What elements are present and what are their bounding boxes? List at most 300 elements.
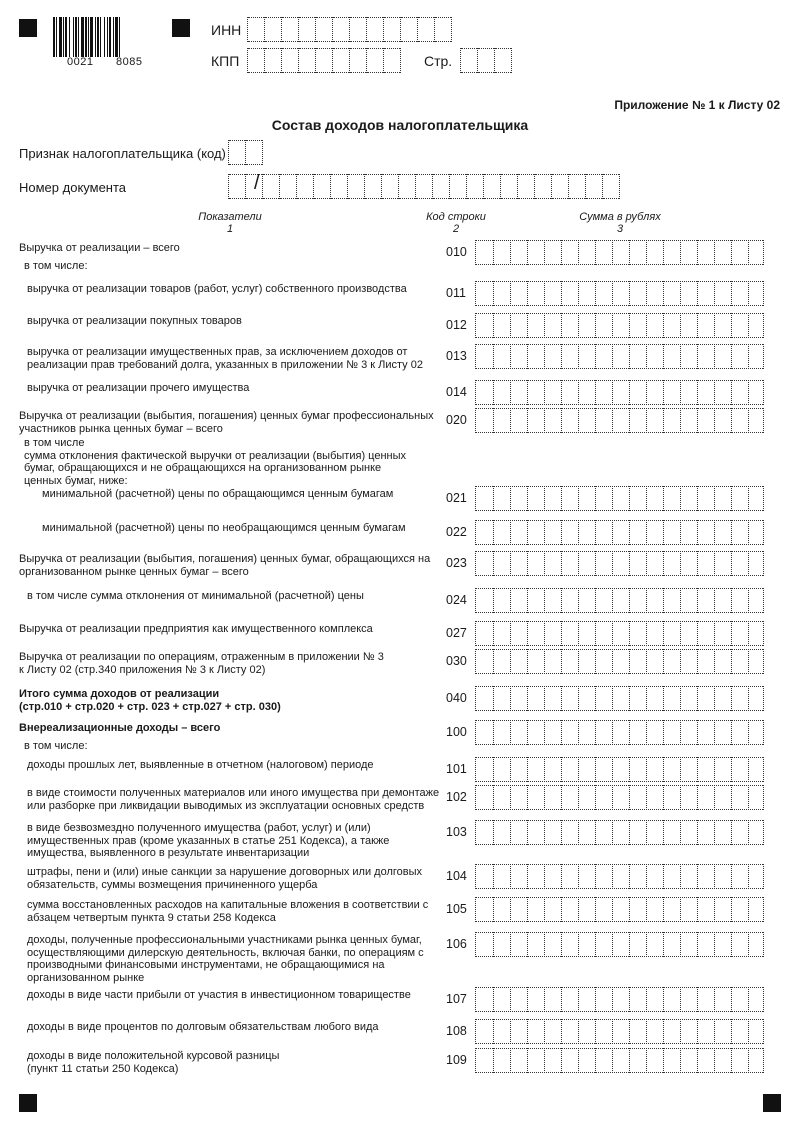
sum-input-field[interactable] <box>475 932 764 957</box>
row-label <box>19 651 384 676</box>
digit-cell-divider <box>646 520 647 545</box>
row-label-line: (стр.010 + стр.020 + стр. 023 + стр.027 + стр. 030) <box>19 700 281 713</box>
digit-cell-divider <box>544 1048 545 1073</box>
barcode-number-right: 8085 <box>116 56 143 68</box>
digit-cell-divider <box>646 281 647 306</box>
digit-cell-divider <box>680 344 681 369</box>
digit-cell-divider <box>527 932 528 957</box>
digit-cell-divider <box>697 520 698 545</box>
row-label <box>27 934 424 984</box>
barcode-bar <box>90 17 93 57</box>
sum-input-field[interactable] <box>475 897 764 922</box>
digit-cell-divider <box>697 720 698 745</box>
row-label <box>27 1050 279 1075</box>
digit-cell-divider <box>748 344 749 369</box>
corner-marker-top-left <box>19 19 37 37</box>
digit-cell-divider <box>510 932 511 957</box>
digit-cell-divider <box>646 686 647 711</box>
digit-cell-divider <box>544 720 545 745</box>
digit-cell-divider <box>595 520 596 545</box>
digit-cell-divider <box>629 621 630 646</box>
row-code: 020 <box>446 413 467 427</box>
corner-marker-bottom-left <box>19 1094 37 1112</box>
input-cell <box>586 174 603 199</box>
row-label-line: обязательств, суммы возмещения причиненного ущерба <box>27 878 318 891</box>
digit-cell-divider <box>646 380 647 405</box>
sum-input-field[interactable] <box>475 987 764 1012</box>
digit-cell-divider <box>595 720 596 745</box>
row-label-line: Выручка от реализации (выбытия, погашения) ценных бумаг, обращающихся на <box>19 553 431 565</box>
digit-cell-divider <box>714 1019 715 1044</box>
input-cell <box>333 48 350 73</box>
digit-cell-divider <box>748 621 749 646</box>
sum-input-field[interactable] <box>475 313 764 338</box>
input-cell <box>433 174 450 199</box>
digit-cell-divider <box>510 864 511 889</box>
digit-cell-divider <box>578 621 579 646</box>
digit-cell-divider <box>544 240 545 265</box>
digit-cell-divider <box>731 820 732 845</box>
sum-input-field[interactable] <box>475 864 764 889</box>
digit-cell-divider <box>646 588 647 613</box>
sum-input-field[interactable] <box>475 1019 764 1044</box>
sum-input-field[interactable] <box>475 520 764 545</box>
row-label-line: Итого сумма доходов от реализации <box>19 688 220 700</box>
sum-input-field[interactable] <box>475 720 764 745</box>
digit-cell-divider <box>561 987 562 1012</box>
digit-cell-divider <box>595 588 596 613</box>
digit-cell-divider <box>612 588 613 613</box>
sum-input-field[interactable] <box>475 785 764 810</box>
digit-cell-divider <box>714 486 715 511</box>
digit-cell-divider <box>561 1048 562 1073</box>
row-label-line: в том числе: <box>24 740 88 752</box>
digit-cell-divider <box>748 757 749 782</box>
row-code: 104 <box>446 869 467 883</box>
digit-cell-divider <box>578 1048 579 1073</box>
row-code: 101 <box>446 762 467 776</box>
digit-cell-divider <box>748 520 749 545</box>
sum-input-field[interactable] <box>475 380 764 405</box>
barcode-bar <box>69 17 70 57</box>
digit-cell-divider <box>748 380 749 405</box>
row-label <box>42 522 406 535</box>
digit-cell-divider <box>561 240 562 265</box>
row-code: 040 <box>446 691 467 705</box>
digit-cell-divider <box>731 649 732 674</box>
digit-cell-divider <box>731 281 732 306</box>
digit-cell-divider <box>561 757 562 782</box>
digit-cell-divider <box>663 720 664 745</box>
digit-cell-divider <box>578 240 579 265</box>
column-header-indicators <box>180 211 280 235</box>
input-cell <box>435 17 452 42</box>
row-code: 100 <box>446 725 467 739</box>
digit-cell-divider <box>646 1048 647 1073</box>
digit-cell-divider <box>578 313 579 338</box>
input-cell <box>282 48 299 73</box>
digit-cell-divider <box>561 313 562 338</box>
barcode-bar <box>59 17 62 57</box>
digit-cell-divider <box>595 820 596 845</box>
digit-cell-divider <box>748 820 749 845</box>
digit-cell-divider <box>748 686 749 711</box>
row-label-line: Внереализационные доходы – всего <box>19 722 221 734</box>
input-cell <box>331 174 348 199</box>
digit-cell-divider <box>680 897 681 922</box>
input-cell <box>450 174 467 199</box>
input-cell <box>461 48 478 73</box>
row-code: 014 <box>446 385 467 399</box>
row-code: 103 <box>446 825 467 839</box>
digit-cell-divider <box>510 281 511 306</box>
digit-cell-divider <box>612 785 613 810</box>
input-cell <box>248 17 265 42</box>
barcode-graphic <box>53 17 157 57</box>
appendix-title: Приложение № 1 к Листу 02 <box>614 98 780 112</box>
digit-cell-divider <box>493 621 494 646</box>
document-number-field[interactable] <box>228 174 620 199</box>
digit-cell-divider <box>527 621 528 646</box>
digit-cell-divider <box>527 551 528 576</box>
digit-cell-divider <box>493 897 494 922</box>
document-number-label: Номер документа <box>19 180 127 195</box>
inn-field[interactable] <box>247 17 452 42</box>
digit-cell-divider <box>663 240 664 265</box>
digit-cell-divider <box>680 380 681 405</box>
digit-cell-divider <box>544 820 545 845</box>
digit-cell-divider <box>510 621 511 646</box>
digit-cell-divider <box>578 281 579 306</box>
sum-input-field[interactable] <box>475 686 764 711</box>
digit-cell-divider <box>680 551 681 576</box>
row-label <box>24 740 88 753</box>
digit-cell-divider <box>663 588 664 613</box>
row-label-line: выручка от реализации имущественных прав, за исключением доходов от <box>27 346 408 358</box>
digit-cell-divider <box>510 720 511 745</box>
row-label <box>27 1021 379 1034</box>
digit-cell-divider <box>510 1048 511 1073</box>
digit-cell-divider <box>680 408 681 433</box>
digit-cell-divider <box>561 344 562 369</box>
digit-cell-divider <box>663 281 664 306</box>
column-header-indicators-title: Показатели <box>198 211 262 223</box>
digit-cell-divider <box>629 344 630 369</box>
digit-cell-divider <box>612 932 613 957</box>
digit-cell-divider <box>595 408 596 433</box>
input-cell <box>384 48 401 73</box>
digit-cell-divider <box>663 820 664 845</box>
digit-cell-divider <box>697 344 698 369</box>
digit-cell-divider <box>629 520 630 545</box>
column-header-sum-title: Сумма в рублях <box>579 211 661 223</box>
digit-cell-divider <box>527 1048 528 1073</box>
digit-cell-divider <box>612 897 613 922</box>
digit-cell-divider <box>731 621 732 646</box>
digit-cell-divider <box>595 785 596 810</box>
digit-cell-divider <box>510 240 511 265</box>
row-code: 012 <box>446 318 467 332</box>
digit-cell-divider <box>748 649 749 674</box>
digit-cell-divider <box>629 720 630 745</box>
digit-cell-divider <box>612 486 613 511</box>
digit-cell-divider <box>697 897 698 922</box>
digit-cell-divider <box>561 588 562 613</box>
digit-cell-divider <box>544 621 545 646</box>
digit-cell-divider <box>680 757 681 782</box>
barcode-bar <box>85 17 87 57</box>
taxpayer-sign-label: Признак налогоплательщика (код) <box>19 146 226 161</box>
digit-cell-divider <box>663 757 664 782</box>
row-code: 027 <box>446 626 467 640</box>
row-label <box>19 242 180 255</box>
digit-cell-divider <box>629 486 630 511</box>
input-cell <box>495 48 512 73</box>
input-cell <box>382 174 399 199</box>
digit-cell-divider <box>697 281 698 306</box>
row-label-line: Выручка от реализации по операциям, отраженным в приложении № 3 <box>19 651 384 663</box>
digit-cell-divider <box>527 240 528 265</box>
input-cell <box>367 17 384 42</box>
row-label <box>19 722 220 735</box>
digit-cell-divider <box>697 551 698 576</box>
digit-cell-divider <box>629 932 630 957</box>
row-code: 013 <box>446 349 467 363</box>
digit-cell-divider <box>714 686 715 711</box>
digit-cell-divider <box>697 820 698 845</box>
digit-cell-divider <box>697 380 698 405</box>
barcode-bar <box>78 17 79 57</box>
digit-cell-divider <box>646 785 647 810</box>
row-label-line: Выручка от реализации предприятия как имущественного комплекса <box>19 623 373 635</box>
digit-cell-divider <box>527 987 528 1012</box>
digit-cell-divider <box>646 344 647 369</box>
digit-cell-divider <box>578 820 579 845</box>
digit-cell-divider <box>578 864 579 889</box>
digit-cell-divider <box>731 897 732 922</box>
digit-cell-divider <box>663 551 664 576</box>
digit-cell-divider <box>629 820 630 845</box>
input-cell <box>569 174 586 199</box>
row-label-line: в виде стоимости полученных материалов или иного имущества при демонтаже <box>27 787 440 799</box>
digit-cell-divider <box>595 1019 596 1044</box>
kpp-field[interactable] <box>247 48 401 73</box>
digit-cell-divider <box>561 281 562 306</box>
sum-input-field[interactable] <box>475 588 764 613</box>
sum-input-field[interactable] <box>475 240 764 265</box>
digit-cell-divider <box>510 820 511 845</box>
digit-cell-divider <box>680 621 681 646</box>
digit-cell-divider <box>510 897 511 922</box>
digit-cell-divider <box>493 757 494 782</box>
digit-cell-divider <box>510 551 511 576</box>
digit-cell-divider <box>680 987 681 1012</box>
digit-cell-divider <box>629 1019 630 1044</box>
digit-cell-divider <box>697 1048 698 1073</box>
digit-cell-divider <box>714 757 715 782</box>
digit-cell-divider <box>748 281 749 306</box>
digit-cell-divider <box>731 686 732 711</box>
digit-cell-divider <box>493 281 494 306</box>
digit-cell-divider <box>714 408 715 433</box>
sum-input-field[interactable] <box>475 1048 764 1073</box>
digit-cell-divider <box>527 281 528 306</box>
digit-cell-divider <box>612 621 613 646</box>
digit-cell-divider <box>697 686 698 711</box>
digit-cell-divider <box>748 987 749 1012</box>
digit-cell-divider <box>578 1019 579 1044</box>
digit-cell-divider <box>595 757 596 782</box>
digit-cell-divider <box>680 785 681 810</box>
digit-cell-divider <box>527 649 528 674</box>
corner-marker-bottom-right <box>763 1094 781 1112</box>
page-label: Стр. <box>424 53 453 69</box>
digit-cell-divider <box>561 551 562 576</box>
row-label <box>42 488 393 501</box>
row-label-line: абзацем четвертым пункта 9 статьи 258 Кодекса <box>27 911 276 924</box>
digit-cell-divider <box>663 649 664 674</box>
digit-cell-divider <box>612 313 613 338</box>
digit-cell-divider <box>646 897 647 922</box>
row-label-line: выручка от реализации товаров (работ, услуг) собственного производства <box>27 283 407 295</box>
digit-cell-divider <box>493 686 494 711</box>
digit-cell-divider <box>697 987 698 1012</box>
digit-cell-divider <box>561 820 562 845</box>
digit-cell-divider <box>629 897 630 922</box>
digit-cell-divider <box>544 344 545 369</box>
digit-cell-divider <box>561 408 562 433</box>
digit-cell-divider <box>714 588 715 613</box>
row-label-line: в том числе сумма отклонения от минимальной (расчетной) цены <box>27 590 364 602</box>
digit-cell-divider <box>612 520 613 545</box>
barcode-bar <box>65 17 67 57</box>
row-label <box>19 688 281 713</box>
row-code: 024 <box>446 593 467 607</box>
input-cell <box>333 17 350 42</box>
barcode-bar <box>56 17 57 57</box>
row-label-line: производными финансовыми инструментами, не обращающимися на <box>27 959 385 971</box>
digit-cell-divider <box>493 520 494 545</box>
digit-cell-divider <box>493 240 494 265</box>
digit-cell-divider <box>680 686 681 711</box>
digit-cell-divider <box>731 380 732 405</box>
digit-cell-divider <box>578 785 579 810</box>
digit-cell-divider <box>663 785 664 810</box>
sum-input-field[interactable] <box>475 757 764 782</box>
sum-input-field[interactable] <box>475 408 764 433</box>
digit-cell-divider <box>714 649 715 674</box>
digit-cell-divider <box>714 932 715 957</box>
sum-input-field[interactable] <box>475 621 764 646</box>
digit-cell-divider <box>714 240 715 265</box>
row-code: 102 <box>446 790 467 804</box>
digit-cell-divider <box>731 785 732 810</box>
digit-cell-divider <box>527 1019 528 1044</box>
digit-cell-divider <box>663 897 664 922</box>
digit-cell-divider <box>663 864 664 889</box>
page-number-field[interactable] <box>460 48 512 73</box>
input-cell <box>518 174 535 199</box>
digit-cell-divider <box>680 313 681 338</box>
digit-cell-divider <box>544 649 545 674</box>
row-label <box>27 315 242 328</box>
row-label-line: доходы в виде положительной курсовой разницы <box>27 1050 280 1062</box>
digit-cell-divider <box>629 1048 630 1073</box>
digit-cell-divider <box>510 987 511 1012</box>
digit-cell-divider <box>697 757 698 782</box>
barcode-bar <box>100 17 101 57</box>
digit-cell-divider <box>663 686 664 711</box>
input-cell <box>265 48 282 73</box>
digit-cell-divider <box>646 720 647 745</box>
digit-cell-divider <box>714 313 715 338</box>
digit-cell-divider <box>595 987 596 1012</box>
digit-cell-divider <box>493 820 494 845</box>
digit-cell-divider <box>714 820 715 845</box>
digit-cell-divider <box>663 932 664 957</box>
digit-cell-divider <box>578 551 579 576</box>
row-label-line: организованном рынке <box>27 971 145 984</box>
input-cell <box>365 174 382 199</box>
taxpayer-sign-field[interactable] <box>228 140 263 165</box>
row-label-line: Выручка от реализации (выбытия, погашения) ценных бумаг профессиональных <box>19 410 434 422</box>
sum-input-field[interactable] <box>475 281 764 306</box>
barcode-bar <box>113 17 114 57</box>
digit-cell-divider <box>731 1019 732 1044</box>
digit-cell-divider <box>629 785 630 810</box>
digit-cell-divider <box>629 240 630 265</box>
sum-input-field[interactable] <box>475 486 764 511</box>
barcode-bar <box>75 17 77 57</box>
column-header-line-code <box>416 211 496 235</box>
digit-cell-divider <box>595 897 596 922</box>
sum-input-field[interactable] <box>475 649 764 674</box>
sum-input-field[interactable] <box>475 551 764 576</box>
digit-cell-divider <box>595 864 596 889</box>
digit-cell-divider <box>510 588 511 613</box>
digit-cell-divider <box>646 932 647 957</box>
digit-cell-divider <box>646 240 647 265</box>
inn-label: ИНН <box>211 22 242 38</box>
digit-cell-divider <box>629 408 630 433</box>
digit-cell-divider <box>697 313 698 338</box>
sum-input-field[interactable] <box>475 344 764 369</box>
digit-cell-divider <box>663 408 664 433</box>
row-code: 023 <box>446 556 467 570</box>
row-code: 108 <box>446 1024 467 1038</box>
digit-cell-divider <box>544 520 545 545</box>
digit-cell-divider <box>714 621 715 646</box>
sum-input-field[interactable] <box>475 820 764 845</box>
digit-cell-divider <box>731 864 732 889</box>
row-label-line: минимальной (расчетной) цены по необращающимся ценным бумагам <box>42 522 406 534</box>
digit-cell-divider <box>612 757 613 782</box>
row-label <box>27 759 374 772</box>
digit-cell-divider <box>629 987 630 1012</box>
digit-cell-divider <box>493 380 494 405</box>
barcode-bar <box>119 17 120 57</box>
digit-cell-divider <box>527 486 528 511</box>
digit-cell-divider <box>510 313 511 338</box>
digit-cell-divider <box>646 1019 647 1044</box>
barcode-bar <box>95 17 96 57</box>
input-cell <box>384 17 401 42</box>
digit-cell-divider <box>629 281 630 306</box>
barcode-bar <box>73 17 74 57</box>
digit-cell-divider <box>510 785 511 810</box>
row-code: 106 <box>446 937 467 951</box>
digit-cell-divider <box>544 864 545 889</box>
